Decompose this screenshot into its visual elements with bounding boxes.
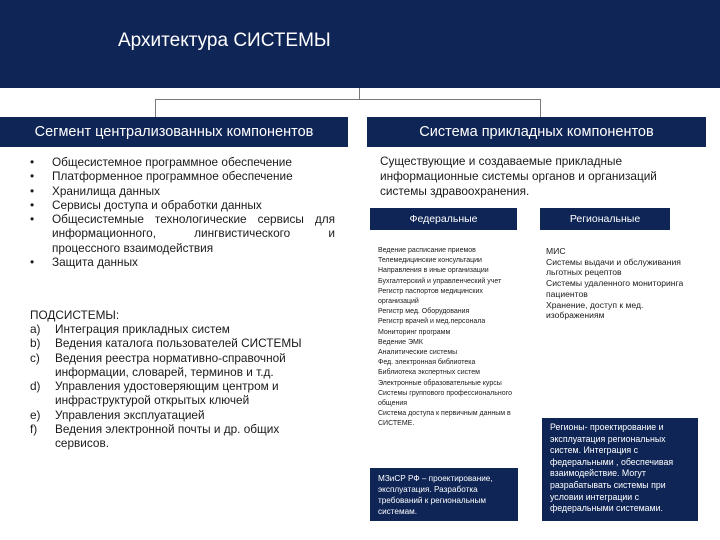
list-item: Ведение расписание приемов	[378, 247, 476, 254]
list-item: Хранение, доступ к мед. изображениям	[546, 299, 644, 321]
list-item	[30, 351, 330, 380]
application-components-header: Система прикладных компонентов	[367, 117, 706, 147]
list-item: Системы удаленного мониторинга пациентов	[546, 278, 684, 299]
list-item: Система доступа к первичным данным в СИСТЕМЕ.	[378, 410, 511, 428]
list-text: Управления удостоверяющим центром и инфраструктурой открытых ключей	[55, 379, 279, 408]
list-item	[30, 408, 330, 422]
list-item: Ведение ЭМК	[378, 338, 423, 346]
header-banner	[0, 0, 720, 88]
regional-label: Региональные	[540, 208, 670, 230]
list-item: Мониторинг программ	[378, 328, 451, 336]
list-marker: e)	[30, 407, 41, 422]
centralized-components-list	[30, 155, 335, 269]
connector-right-drop	[540, 99, 541, 117]
list-text: Ведения каталога пользователей СИСТЕМЫ	[55, 336, 302, 351]
list-marker: a)	[30, 322, 41, 336]
list-item	[30, 422, 330, 451]
list-text: Управления эксплуатацией	[55, 407, 205, 422]
list-item	[30, 336, 330, 350]
list-item: • Сервисы доступа и обработки данных	[30, 198, 335, 212]
federal-systems-list	[378, 246, 518, 430]
list-text: Ведения реестра нормативно-справочной информации, словарей, терминов и т.д.	[55, 350, 286, 379]
list-item: • Защита данных	[30, 255, 335, 269]
connector-left-drop	[155, 99, 156, 117]
list-item: • Общесистемные технологические сервисы для информационного, лингвистического и процессного взаимодействия	[30, 212, 335, 255]
list-item: Направления в иные организации	[378, 267, 489, 275]
list-item	[30, 379, 330, 408]
list-item: Аналитические системы	[378, 349, 458, 357]
list-item: Системы выдачи и обслуживания льготных рецептов	[546, 256, 681, 278]
list-marker: d)	[30, 379, 41, 394]
subsystems-list	[30, 322, 330, 451]
regional-note: Регионы- проектирование и эксплуатация региональных систем. Интеграция с федеральными , обеспечивая взаимодействие. Могут разрабатывать системы при условии интеграции с федеральными системами.	[542, 418, 698, 521]
list-item: Системы группового профессионального общения	[378, 389, 512, 408]
list-marker: f)	[30, 422, 38, 437]
list-item: Бухгалтерский и управленческий учет	[378, 277, 502, 285]
list-text: Ведения электронной почты и др. общих сервисов.	[55, 422, 280, 451]
list-item: Регистр паспортов медицинских организаций	[378, 287, 483, 306]
list-item: Библиотека экспертных систем	[378, 369, 480, 377]
list-text: Интеграция прикладных систем	[55, 322, 230, 336]
list-item: Телемедицинские консультации	[378, 257, 482, 265]
list-marker: b)	[30, 336, 41, 351]
list-item	[30, 322, 330, 336]
federal-note: МЗиСР РФ – проектирование, эксплуатация. Разработка требований к региональным системам.	[370, 468, 518, 521]
centralized-segment-header: Сегмент централизованных компонентов	[0, 117, 348, 147]
regional-systems-list	[546, 246, 696, 321]
connector-horizontal	[155, 99, 540, 100]
list-item: • Хранилища данных	[30, 184, 335, 198]
application-description: Существующие и создаваемые прикладные информационные системы органов и организаций системы здравоохранения.	[380, 154, 657, 198]
page-title: Архитектура СИСТЕМЫ	[118, 30, 331, 51]
list-item: • Платформенное программное обеспечение	[30, 169, 335, 183]
list-item: МИС	[546, 246, 566, 256]
list-item: Регистр мед. Оборудования	[378, 308, 470, 316]
list-item: Электронные образовательные курсы	[378, 379, 502, 387]
list-marker: c)	[30, 350, 40, 365]
list-item: Регистр врачей и мед.персонала	[378, 318, 486, 326]
subsystems-title: ПОДСИСТЕМЫ:	[30, 308, 120, 322]
federal-label: Федеральные	[370, 208, 517, 230]
list-item: • Общесистемное программное обеспечение	[30, 155, 335, 169]
list-item: Фед. электронная библиотека	[378, 359, 476, 367]
